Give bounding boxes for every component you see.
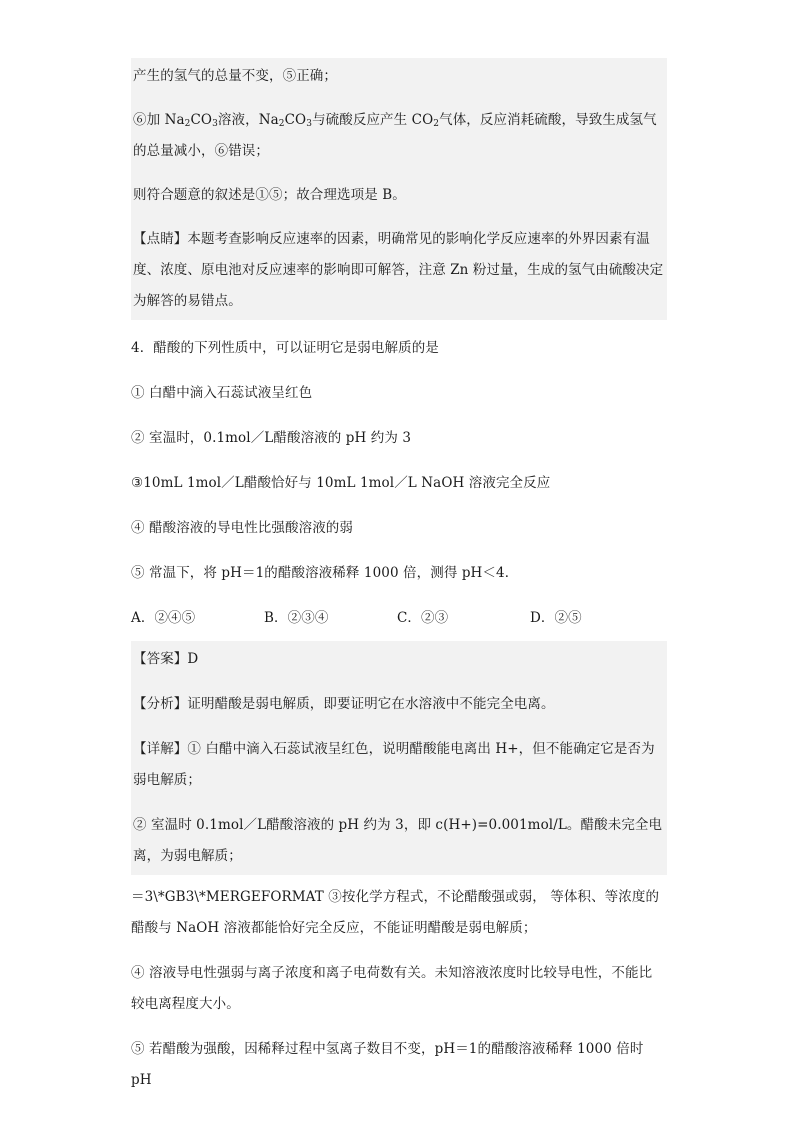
answer-line: 【答案】D xyxy=(133,651,199,667)
question-4 xyxy=(131,333,663,634)
detail-item-1: 【详解】① 白醋中滴入石蕊试液呈红色，说明醋酸能电离出 H+，但不能确定它是否为弱电解质； xyxy=(133,741,655,788)
option-c: C．②③ xyxy=(397,610,449,626)
answer-options xyxy=(131,603,663,634)
detail-item-5: ⑤ 若醋酸为强酸，因稀释过程中氢离子数目不变，pH＝1的醋酸溶液稀释 1000 倍时 pH xyxy=(131,1041,644,1088)
question-item-3: ③10mL 1mol／L醋酸恰好与 10mL 1mol／L NaOH 溶液完全反应 xyxy=(131,475,551,491)
question-item-4: ④ 醋酸溶液的导电性比强酸溶液的弱 xyxy=(131,520,353,536)
detail-continued xyxy=(131,882,663,1096)
detail-item-4: ④ 溶液导电性强弱与离子浓度和离子电荷数有关。未知溶液浓度时比较导电性，不能比较电离程度大小。 xyxy=(131,965,653,1012)
option-d: D．②⑤ xyxy=(530,610,582,626)
option-b: B．②③④ xyxy=(264,610,329,626)
item-6-explanation: ⑥加 $Na_2CO_3$溶液，$Na_2CO_3$与硫酸反应产生 $CO_2$气体，反应消耗硫酸，导致生成氢气的总量减小，⑥错误； xyxy=(133,112,657,159)
detail-item-3: ＝3\*GB3\*MERGEFORMAT ③按化学方程式，不论醋酸强或弱， 等体积、等浓度的醋酸与 NaOH 溶液都能恰好完全反应，不能证明醋酸是弱电解质； xyxy=(131,889,660,936)
answer-block xyxy=(131,641,667,875)
option-a: A．②④⑤ xyxy=(131,610,196,626)
explanation-block-top xyxy=(131,58,667,320)
detail-item-2: ② 室温时 0.1mol／L醋酸溶液的 pH 约为 3，即 c(H+)=0.001mol/L。醋酸未完全电离，为弱电解质； xyxy=(133,817,663,864)
conclusion-line: 则符合题意的叙述是①⑤；故合理选项是 B。 xyxy=(133,187,406,203)
analysis-line: 【分析】证明醋酸是弱电解质，即要证明它在水溶液中不能完全电离。 xyxy=(133,696,555,712)
question-item-1: ① 白醋中滴入石蕊试液呈红色 xyxy=(131,385,313,401)
question-item-5: ⑤ 常温下，将 pH＝1的醋酸溶液稀释 1000 倍，测得 pH＜4． xyxy=(131,565,519,581)
text-line: 产生的氢气的总量不变，⑤正确； xyxy=(133,68,337,84)
key-point-note: 【点睛】本题考查影响反应速率的因素，明确常见的影响化学反应速率的外界因素有温度、浓度、原电池对反应速率的影响即可解答，注意 Zn 粉过量，生成的氢气由硫酸决定为解答的易错点。 xyxy=(133,231,664,309)
question-item-2: ② 室温时，0.1mol／L醋酸溶液的 pH 约为 3 xyxy=(131,430,412,446)
question-stem: 4．醋酸的下列性质中，可以证明它是弱电解质的是 xyxy=(131,340,439,356)
